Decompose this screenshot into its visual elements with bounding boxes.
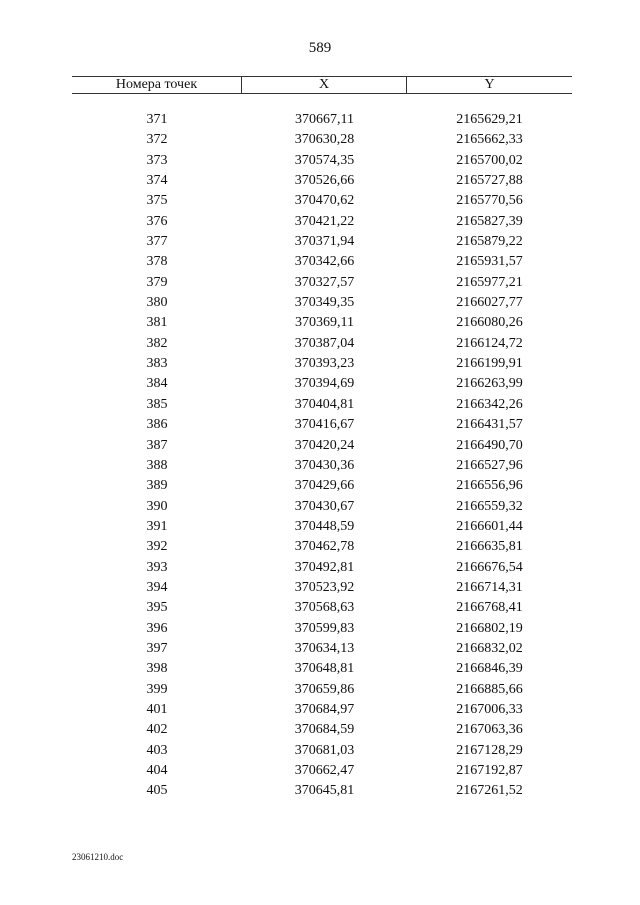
x-coordinate: 370327,57 [294,274,355,290]
x-coordinate: 370342,66 [294,254,355,270]
x-coordinate: 370492,81 [294,559,355,575]
y-coordinate: 2165977,21 [456,274,523,290]
x-coordinate: 370421,22 [294,213,355,229]
table-row [72,659,572,679]
x-coordinate: 370667,11 [295,112,354,127]
x-coordinate: 370371,94 [294,234,355,250]
header-x: X [242,77,407,93]
table-row [72,537,572,557]
point-number: 393 [146,559,168,575]
y-coordinate: 2166027,77 [456,295,523,311]
table-row [72,110,572,130]
table-row [72,578,572,598]
table-row [72,171,572,191]
x-coordinate: 370448,59 [294,518,355,534]
x-coordinate: 370526,66 [294,173,355,189]
table-row [72,720,572,740]
x-coordinate: 370684,97 [294,701,355,717]
point-number: 373 [146,152,168,168]
table-header [72,76,572,94]
point-number: 403 [146,742,168,758]
x-coordinate: 370630,28 [294,132,355,148]
table-row [72,130,572,150]
table-row [72,293,572,313]
x-coordinate: 370393,23 [294,356,355,372]
table-row [72,619,572,639]
x-coordinate: 370659,86 [294,681,355,697]
table-row [72,354,572,374]
point-number: 377 [146,234,168,250]
y-coordinate: 2166431,57 [456,417,523,433]
y-coordinate: 2166263,99 [456,376,523,392]
table-row [72,476,572,496]
x-coordinate: 370681,03 [294,742,355,758]
y-coordinate: 2167261,52 [456,783,523,799]
x-coordinate: 370349,35 [294,295,355,311]
y-coordinate: 2167063,36 [456,722,523,738]
y-coordinate: 2166768,41 [456,600,523,616]
point-number: 386 [146,417,168,433]
table-row [72,781,572,801]
y-coordinate: 2166080,26 [456,315,523,331]
y-coordinate: 2166676,54 [456,559,523,575]
x-coordinate: 370470,62 [294,193,355,209]
x-coordinate: 370634,13 [294,640,355,656]
x-coordinate: 370648,81 [294,661,355,677]
point-number: 379 [146,274,168,290]
x-coordinate: 370645,81 [294,783,355,799]
y-coordinate: 2166199,91 [456,356,523,372]
point-number: 380 [146,295,168,311]
y-coordinate: 2166124,72 [456,335,523,351]
table-body [72,110,572,802]
table-row [72,415,572,435]
y-coordinate: 2166601,44 [456,518,523,534]
point-number: 396 [146,620,168,636]
x-coordinate: 370662,47 [294,763,355,778]
y-coordinate: 2166635,81 [456,539,523,555]
point-number: 384 [146,376,168,392]
y-coordinate: 2165727,88 [456,173,523,189]
y-coordinate: 2165629,21 [456,112,523,127]
x-coordinate: 370523,92 [294,579,355,595]
header-y: Y [484,77,495,92]
point-number: 401 [146,701,168,717]
y-coordinate: 2166846,39 [456,661,523,677]
point-number: 394 [146,579,168,595]
table-row [72,558,572,578]
table-row [72,456,572,476]
point-number: 383 [146,356,168,372]
y-coordinate: 2167192,87 [456,763,523,778]
x-coordinate: 370404,81 [294,396,355,412]
y-coordinate: 2167128,29 [456,742,523,758]
x-coordinate: 370387,04 [294,335,355,351]
point-number: 397 [146,640,168,656]
point-number: 398 [146,661,168,677]
y-coordinate: 2166556,96 [456,478,523,494]
point-number: 385 [146,396,168,412]
x-coordinate: 370599,83 [294,620,355,636]
y-coordinate: 2165770,56 [456,193,523,209]
header-point-numbers: Номера точек [72,77,242,93]
point-number: 405 [146,783,168,799]
y-coordinate: 2166527,96 [456,457,523,473]
table-row [72,273,572,293]
y-coordinate: 2165700,02 [456,152,523,168]
point-number: 390 [146,498,168,514]
y-coordinate: 2166559,32 [456,498,523,514]
y-coordinate: 2166832,02 [456,640,523,656]
table-row [72,191,572,211]
y-coordinate: 2165662,33 [456,132,523,148]
y-coordinate: 2165931,57 [456,254,523,270]
table-row [72,761,572,781]
y-coordinate: 2166714,31 [456,579,523,595]
point-number: 381 [146,315,168,331]
table-row [72,374,572,394]
table-row [72,151,572,171]
table-row [72,598,572,618]
y-coordinate: 2167006,33 [456,701,523,717]
x-coordinate: 370574,35 [294,152,355,168]
y-coordinate: 2165879,22 [456,234,523,250]
table-row [72,436,572,456]
point-number: 391 [146,518,168,534]
footer-filename: 23061210.doc [72,852,124,862]
x-coordinate: 370420,24 [294,437,355,453]
point-number: 399 [146,681,168,697]
x-coordinate: 370462,78 [294,539,355,555]
table-row [72,639,572,659]
y-coordinate: 2166490,70 [456,437,523,453]
table-row [72,680,572,700]
point-number: 404 [146,763,168,778]
y-coordinate: 2166342,26 [456,396,523,412]
point-number: 402 [146,722,168,738]
table-row [72,700,572,720]
x-coordinate: 370684,59 [294,722,355,738]
x-coordinate: 370429,66 [294,478,355,494]
point-number: 374 [146,173,168,189]
point-number: 388 [146,457,168,473]
x-coordinate: 370430,36 [294,457,355,473]
point-number: 371 [146,112,168,127]
table-row [72,313,572,333]
x-coordinate: 370394,69 [294,376,355,392]
x-coordinate: 370430,67 [294,498,355,514]
table-row [72,395,572,415]
table-row [72,252,572,272]
table-row [72,212,572,232]
point-number: 392 [146,539,168,555]
point-number: 375 [146,193,168,209]
x-coordinate: 370568,63 [294,600,355,616]
point-number: 382 [146,335,168,351]
point-number: 387 [146,437,168,453]
y-coordinate: 2166885,66 [456,681,523,697]
x-coordinate: 370416,67 [294,417,355,433]
table-row [72,497,572,517]
table-row [72,517,572,537]
y-coordinate: 2166802,19 [456,620,523,636]
point-number: 372 [146,132,168,148]
table-row [72,334,572,354]
point-number: 378 [146,254,168,270]
point-number: 376 [146,213,168,229]
table-row [72,232,572,252]
y-coordinate: 2165827,39 [456,213,523,229]
point-number: 395 [146,600,168,616]
page-number: 589 [308,40,332,56]
x-coordinate: 370369,11 [295,315,354,331]
table-row [72,741,572,761]
point-number: 389 [146,478,168,494]
